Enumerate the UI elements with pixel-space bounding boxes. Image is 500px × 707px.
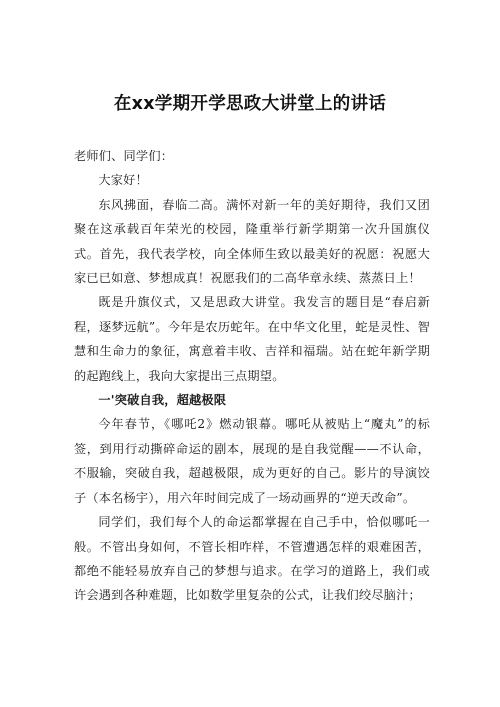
paragraph-topic: 既是升旗仪式，又是思政大讲堂。我发言的题目是“春启新程，逐梦远航”。今年是农历蛇年。在中华文化里，蛇是灵性、智慧和生命力的象征，寓意着丰收、吉祥和福瑞。站在蛇年新学期的起跑线上，我向大家提出三点期望。 — [74, 295, 430, 383]
document-body — [74, 144, 430, 608]
paragraph-nezha: 今年春节，《哪吒2》燃动银幕。哪吒从被贴上“魔丸”的标签，到用行动撕碎命运的剧本，展现的是自我觉醒——不认命，不服输，突破自我，超越极限，成为更好的自己。影片的导演饺子（本名杨宇），用六年时间完成了一场动画界的“逆天改命”。 — [74, 417, 430, 505]
paragraph-opening: 东风拂面，春临二高。满怀对新一年的美好期待，我们又团聚在这承载百年荣光的校园，隆重举行新学期第一次升国旗仪式。首先，我代表学校，向全体师生致以最美好的祝愿：祝愿大家已已如意、梦想成真！祝愿我们的二高华章永续、蒸蒸日上！ — [74, 197, 430, 286]
section-heading-1: 一'突破自我，超越极限 — [98, 393, 227, 408]
paragraph-greeting: 大家好！ — [98, 173, 148, 188]
document-title: 在xx学期开学思政大讲堂上的讲话 — [113, 94, 387, 114]
salutation: 老师们、同学们： — [74, 149, 174, 163]
paragraph-students: 同学们，我们每个人的命运都掌握在自己手中，恰似哪吒一般。不管出身如何，不管长相咋样，不管遭遇怎样的艰难困苦，都绝不能轻易放弃自己的梦想与追求。在学习的道路上，我们或许会遇到各种难题，比如数学里复杂的公式，让我们绞尽脑汁； — [74, 515, 430, 603]
